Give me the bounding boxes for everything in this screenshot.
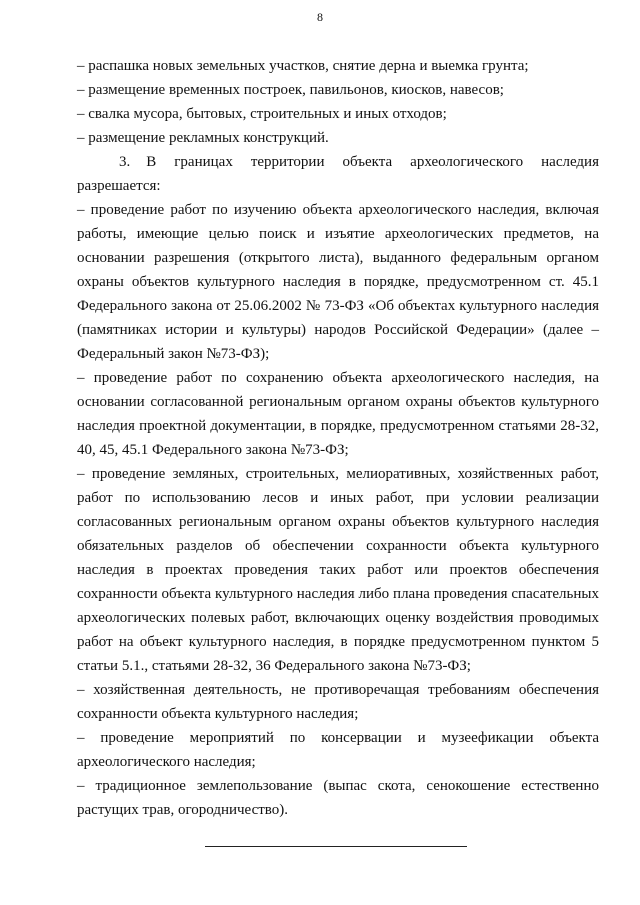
page-number: 8: [317, 10, 323, 24]
point-3-heading: [77, 150, 599, 198]
document-body: [77, 54, 599, 822]
prohibited-item-1: – распашка новых земельных участков, снятие дерна и выемка грунта;: [77, 58, 529, 74]
allowed-item-6: – традиционное землепользование (выпас скота, сенокошение естественно растущих трав, огородничество).: [77, 778, 599, 818]
prohibited-item-4: – размещение рекламных конструкций.: [77, 130, 329, 146]
point-3-number: 3.: [119, 154, 131, 170]
allowed-item-4: – хозяйственная деятельность, не противоречащая требованиям обеспечения сохранности объекта культурного наследия;: [77, 682, 599, 722]
allowed-item-3: – проведение земляных, строительных, мелиоративных, хозяйственных работ, работ по использованию лесов и иных работ, при условии реализации согласованных региональным органом охраны объектов культурного наследия обязательных разделов об обеспечении сохранности объекта культурного наследия в проектах проведения таких работ или проектов обеспечения сохранности объекта культурного наследия либо плана проведения спасательных археологических полевых работ, включающих оценку воздействия проводимых работ на объект культурного наследия, в порядке предусмотренном пунктом 5 статьи 5.1., статьями 28-32, 36 Федерального закона №73-ФЗ;: [77, 466, 599, 674]
prohibited-item-3: – свалка мусора, бытовых, строительных и иных отходов;: [77, 106, 447, 122]
prohibited-item-2: – размещение временных построек, павильонов, киосков, навесов;: [77, 82, 504, 98]
point-3-text: В границах территории объекта археологического наследия разрешается:: [77, 154, 599, 194]
allowed-item-1: – проведение работ по изучению объекта археологического наследия, включая работы, имеющие целью поиск и изъятие археологических предметов, на основании разрешения (открытого листа), выданного федеральным органом охраны объектов культурного наследия в порядке, предусмотренном ст. 45.1 Федерального закона от 25.06.2002 № 73-ФЗ «Об объектах культурного наследия (памятниках истории и культуры) народов Российской Федерации» (далее – Федеральный закон №73-ФЗ);: [77, 202, 599, 362]
allowed-item-2: – проведение работ по сохранению объекта археологического наследия, на основании согласованной региональным органом охраны объектов культурного наследия проектной документации, в порядке, предусмотренном статьями 28-32, 40, 45, 45.1 Федерального закона №73-ФЗ;: [77, 370, 599, 458]
bottom-rule: [205, 846, 467, 847]
allowed-item-5: – проведение мероприятий по консервации и музеефикации объекта археологического наследия;: [77, 730, 599, 770]
